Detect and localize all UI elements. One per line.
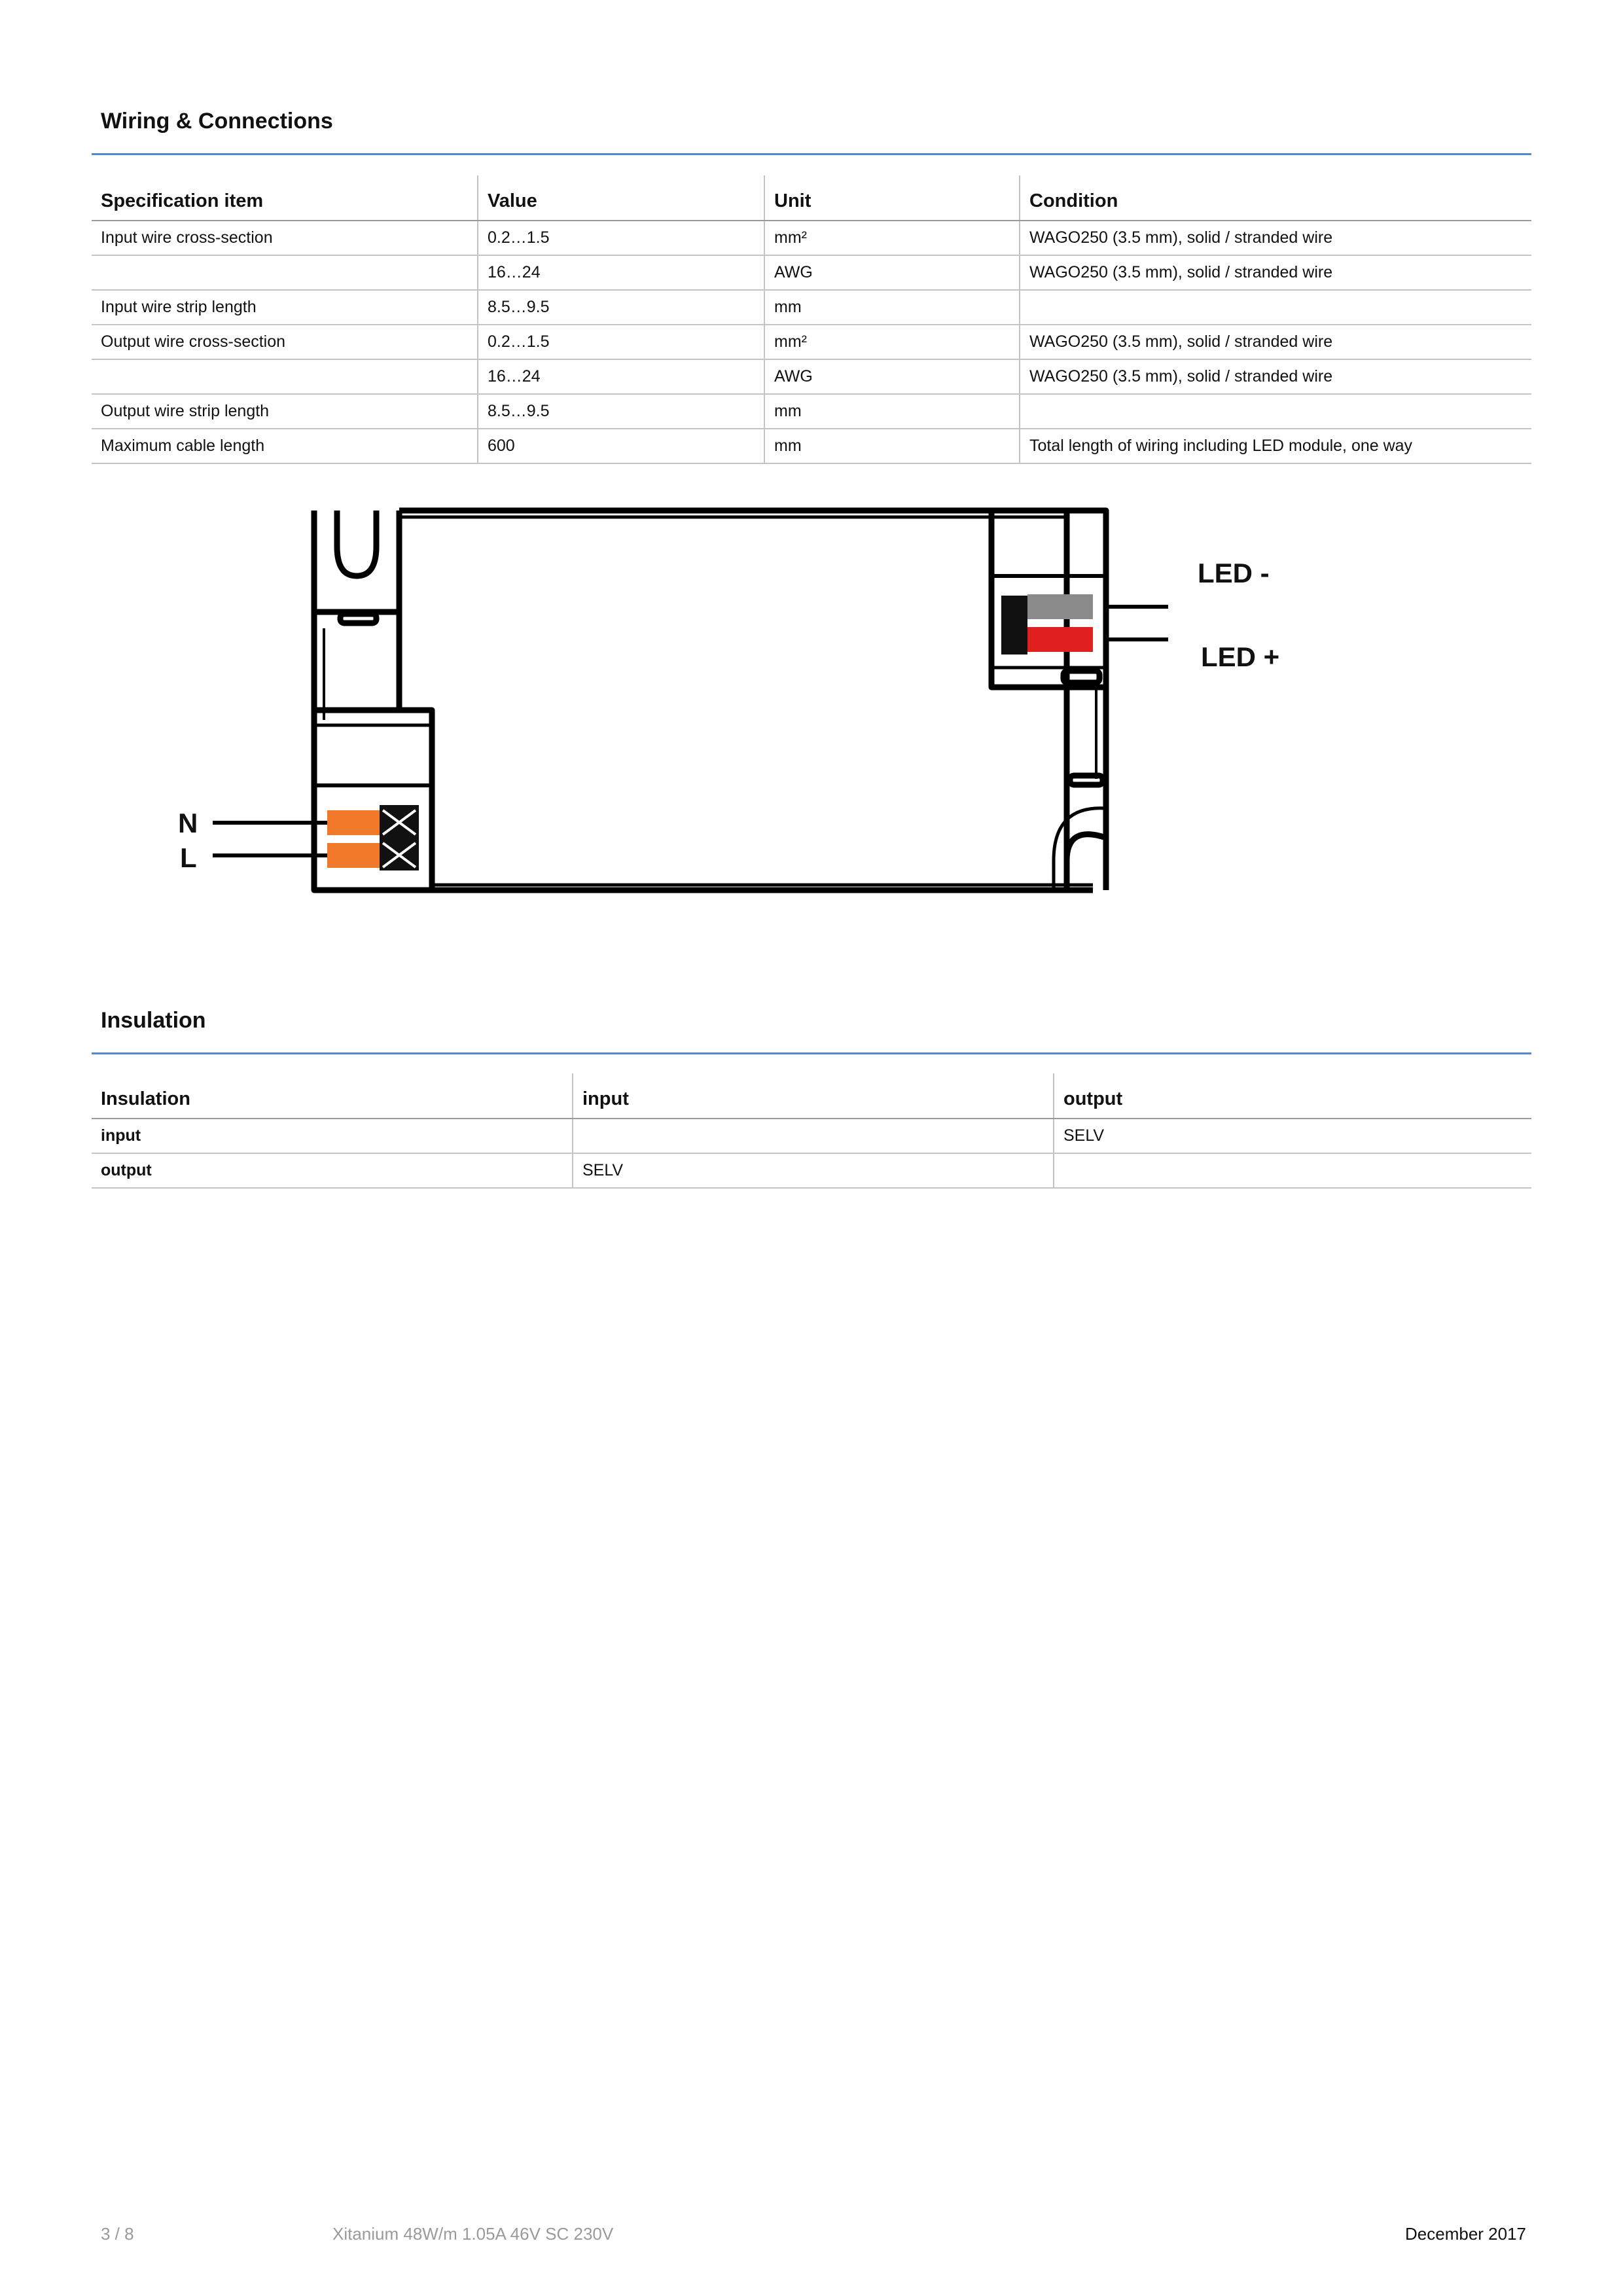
driver-wiring-diagram: [151, 497, 1355, 910]
column-header: Value: [478, 175, 764, 221]
wiring-section-title: Wiring & Connections: [101, 109, 333, 134]
spec-item-cell: Input wire cross-section: [92, 221, 478, 255]
value-cell: 16…24: [478, 359, 764, 394]
column-header: input: [573, 1073, 1054, 1119]
output-terminal-clamp: [1001, 596, 1027, 655]
document-date: December 2017: [1405, 2224, 1526, 2244]
condition-cell: WAGO250 (3.5 mm), solid / stranded wire: [1020, 255, 1531, 290]
insulation-cell: SELV: [573, 1153, 1054, 1188]
spec-item-cell: [92, 359, 478, 394]
condition-cell: WAGO250 (3.5 mm), solid / stranded wire: [1020, 359, 1531, 394]
wiring-table: [92, 175, 1531, 464]
table-row: [92, 255, 1531, 290]
condition-cell: WAGO250 (3.5 mm), solid / stranded wire: [1020, 221, 1531, 255]
spec-item-cell: Output wire cross-section: [92, 325, 478, 359]
input-terminal-contact-neutral: [327, 810, 380, 835]
left-mounting-slot: [337, 511, 376, 576]
column-header: output: [1054, 1073, 1531, 1119]
unit-cell: mm²: [764, 325, 1020, 359]
led-minus-label: LED -: [1198, 558, 1270, 588]
value-cell: 600: [478, 429, 764, 463]
condition-cell: Total length of wiring including LED module, one way: [1020, 429, 1531, 463]
neutral-label: N: [178, 808, 198, 838]
led-plus-label: LED +: [1201, 641, 1280, 672]
value-cell: 16…24: [478, 255, 764, 290]
right-mounting-slot-inner: [1054, 808, 1106, 890]
column-header: Specification item: [92, 175, 478, 221]
spec-item-cell: Output wire strip length: [92, 394, 478, 429]
insulation-cell: [1054, 1153, 1531, 1188]
unit-cell: mm²: [764, 221, 1020, 255]
value-cell: 8.5…9.5: [478, 290, 764, 325]
line-label: L: [180, 842, 197, 873]
table-row: [92, 359, 1531, 394]
wiring-table-header: [92, 175, 1531, 221]
unit-cell: AWG: [764, 255, 1020, 290]
insulation-cell: SELV: [1054, 1119, 1531, 1153]
table-row: [92, 1153, 1531, 1188]
insulation-table: [92, 1073, 1531, 1189]
condition-cell: WAGO250 (3.5 mm), solid / stranded wire: [1020, 325, 1531, 359]
insulation-cell: [573, 1119, 1054, 1153]
column-header: Insulation: [92, 1073, 573, 1119]
unit-cell: mm: [764, 290, 1020, 325]
value-cell: 0.2…1.5: [478, 325, 764, 359]
input-terminal-contact-line: [327, 843, 380, 868]
table-row: [92, 1119, 1531, 1153]
table-row: [92, 429, 1531, 463]
insulation-table-header: [92, 1073, 1531, 1119]
left-bracket-hole: [340, 614, 376, 623]
table-row: [92, 221, 1531, 255]
input-terminal-clamp: [380, 805, 419, 870]
right-bracket-hole: [1070, 776, 1103, 785]
condition-cell: [1020, 290, 1531, 325]
table-row: [92, 394, 1531, 429]
spec-item-cell: Maximum cable length: [92, 429, 478, 463]
right-mounting-slot: [1067, 834, 1106, 890]
table-row: [92, 325, 1531, 359]
column-header: Condition: [1020, 175, 1531, 221]
unit-cell: mm: [764, 394, 1020, 429]
spec-item-cell: [92, 255, 478, 290]
row-header-cell: input: [92, 1119, 573, 1153]
unit-cell: AWG: [764, 359, 1020, 394]
table-row: [92, 290, 1531, 325]
column-header: Unit: [764, 175, 1020, 221]
unit-cell: mm: [764, 429, 1020, 463]
value-cell: 8.5…9.5: [478, 394, 764, 429]
wiring-section-rule: [92, 153, 1531, 155]
spec-item-cell: Input wire strip length: [92, 290, 478, 325]
output-terminal-contact-plus: [1027, 627, 1093, 652]
value-cell: 0.2…1.5: [478, 221, 764, 255]
page-number: 3 / 8: [101, 2224, 134, 2244]
output-terminal-contact-minus: [1027, 594, 1093, 619]
row-header-cell: output: [92, 1153, 573, 1188]
insulation-section-title: Insulation: [101, 1008, 206, 1033]
product-name: Xitanium 48W/m 1.05A 46V SC 230V: [332, 2224, 614, 2244]
condition-cell: [1020, 394, 1531, 429]
insulation-section-rule: [92, 1052, 1531, 1054]
